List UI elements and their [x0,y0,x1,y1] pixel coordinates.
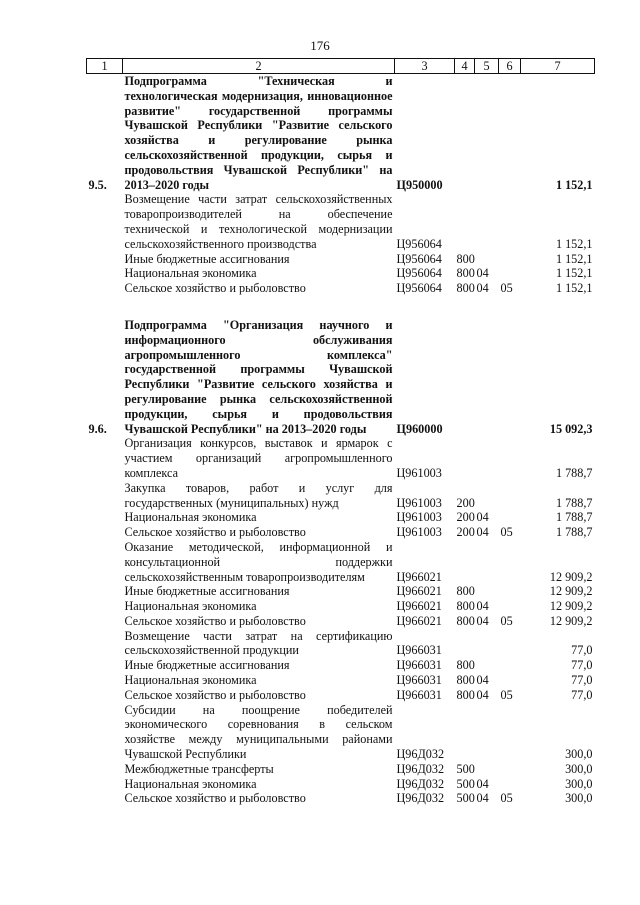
row-expense-type: 800 [456,673,475,688]
row-subsection: 05 [500,687,513,702]
row-name: Подпрограмма "Техническая и технологическая модернизация, инновационное развитие" государственной программы Чувашской Республики "Развитие сельского хозяйства и регулирование рынка сельскохозяйственной продукции, сырья и продовольствия Чувашской Республики" на 2013–2020 годы [124,74,393,192]
row-amount: 77,0 [571,643,593,658]
row-subsection [499,266,521,281]
row-number [87,510,123,525]
row-number [87,629,123,659]
row-subsection [499,436,521,480]
row-number [87,436,123,480]
row-amount: 300,0 [565,747,593,762]
row-subsection: 05 [500,281,513,296]
row-subsection: 05 [500,791,513,806]
row-amount: 12 909,2 [549,569,593,584]
row-code: Ц966021 [396,599,442,614]
row-section: 04 [476,687,489,702]
row-number: 9.6. [88,421,107,436]
row-code: Ц96Д032 [396,747,445,762]
row-number [87,584,123,599]
row-amount: 300,0 [565,791,593,806]
row-section: 04 [476,599,489,614]
header-cell-1: 1 [87,59,123,74]
row-section [475,540,499,584]
row-amount: 12 909,2 [549,599,593,614]
row-expense-type [455,192,475,251]
row-amount: 1 788,7 [555,465,593,480]
row-code: Ц96Д032 [396,761,445,776]
row-expense-type: 200 [456,495,475,510]
table-row [87,481,595,511]
row-section: 04 [476,281,489,296]
row-name: Сельское хозяйство и рыболовство [124,687,306,702]
row-expense-type [455,436,475,480]
row-subsection [499,481,521,511]
header-cell-7: 7 [521,59,595,74]
row-section: 04 [476,266,489,281]
row-expense-type: 500 [456,761,475,776]
row-number [87,281,123,296]
table-row [87,777,595,792]
header-row [87,59,595,74]
row-expense-type: 200 [456,525,475,540]
row-number [87,540,123,584]
table-row [87,252,595,267]
row-subsection [499,629,521,659]
row-number [87,777,123,792]
row-section: 04 [476,673,489,688]
row-amount: 300,0 [565,776,593,791]
row-subsection [499,673,521,688]
row-name: Сельское хозяйство и рыболовство [124,613,306,628]
row-code: Ц966021 [396,569,442,584]
row-section [475,436,499,480]
header-cell-6: 6 [499,59,521,74]
row-name: Закупка товаров, работ и услуг для государственных (муниципальных) нужд [124,480,393,510]
row-number [87,599,123,614]
row-number [87,266,123,281]
budget-table [86,58,595,806]
header-cell-4: 4 [455,59,475,74]
row-expense-type [455,540,475,584]
row-expense-type: 800 [456,687,475,702]
row-subsection: 05 [500,613,513,628]
row-code: Ц966031 [396,687,442,702]
row-code: Ц961003 [396,510,442,525]
row-amount: 15 092,3 [549,421,593,436]
row-number [87,252,123,267]
row-name: Подпрограмма "Организация научного и информационного обслуживания агропромышленного комплекса" государственной программы Чувашской Республики "Развитие сельского хозяйства и регулирование рынка сельскохозяйственной продукции, сырья и продовольствия Чувашской Республики" на 2013–2020 годы [124,317,393,436]
table-row [87,540,595,584]
row-expense-type: 800 [456,658,475,673]
row-number [87,614,123,629]
row-section [475,318,499,436]
row-code: Ц966021 [396,584,442,599]
row-subsection [499,540,521,584]
page-number: 176 [310,38,330,53]
row-number [87,481,123,511]
table-row [87,629,595,659]
row-amount: 1 788,7 [555,495,593,510]
row-expense-type: 800 [456,599,475,614]
row-code: Ц966031 [396,658,442,673]
row-number: 9.5. [88,177,107,192]
row-subsection [499,599,521,614]
table-row [87,703,595,762]
row-code: Ц956064 [396,251,442,266]
row-expense-type: 800 [456,266,475,281]
row-expense-type [455,629,475,659]
table-body [87,74,595,807]
row-name: Национальная экономика [124,673,257,688]
table-row [87,192,595,251]
row-name: Возмещение части затрат сельскохозяйственных товаропроизводителей на обеспечение технической и технологической модернизации сельскохозяйственного производства [124,192,393,251]
row-code: Ц956064 [396,236,442,251]
row-subsection [499,192,521,251]
row-section [475,481,499,511]
row-subsection [499,510,521,525]
row-expense-type: 800 [456,613,475,628]
row-code: Ц96Д032 [396,776,445,791]
row-code: Ц956064 [396,281,442,296]
row-subsection [499,777,521,792]
row-name: Межбюджетные трансферты [124,761,274,776]
row-name: Сельское хозяйство и рыболовство [124,281,306,296]
row-expense-type [455,703,475,762]
table-row [87,436,595,480]
row-name: Национальная экономика [124,599,257,614]
table-row [87,614,595,629]
row-section [475,74,499,193]
row-expense-type: 800 [456,281,475,296]
row-subsection [499,584,521,599]
row-amount: 1 152,1 [555,281,593,296]
row-expense-type: 500 [456,776,475,791]
table-row [87,688,595,703]
table-row [87,599,595,614]
row-number [87,673,123,688]
header-cell-2: 2 [123,59,395,74]
row-section [475,703,499,762]
row-amount: 1 788,7 [555,510,593,525]
subprogram-row [87,74,595,193]
subprogram-row [87,318,595,436]
row-expense-type: 800 [456,584,475,599]
row-subsection [499,252,521,267]
row-subsection: 05 [500,525,513,540]
row-expense-type [455,318,475,436]
row-name: Национальная экономика [124,776,257,791]
row-code: Ц966031 [396,673,442,688]
table-row [87,266,595,281]
row-subsection [499,658,521,673]
row-section: 04 [476,525,489,540]
row-name: Оказание методической, информационной и консультационной поддержки сельскохозяйственным товаропроизводителям [124,539,393,584]
row-amount: 1 788,7 [555,525,593,540]
row-expense-type: 800 [456,251,475,266]
row-code: Ц956064 [396,266,442,281]
row-expense-type [455,74,475,193]
row-amount: 12 909,2 [549,613,593,628]
row-number [87,791,123,806]
row-name: Национальная экономика [124,266,257,281]
header-cell-5: 5 [475,59,499,74]
row-number [87,703,123,762]
table-row [87,791,595,806]
table-row [87,584,595,599]
row-code: Ц966021 [396,613,442,628]
row-section [475,658,499,673]
row-code: Ц961003 [396,525,442,540]
row-name: Иные бюджетные ассигнования [124,584,290,599]
row-subsection [499,74,521,193]
row-subsection [499,762,521,777]
row-subsection [499,318,521,436]
row-amount: 1 152,1 [555,177,593,192]
row-name: Организация конкурсов, выставок и ярмарок с участием организаций агропромышленного комплекса [124,436,393,480]
row-subsection [499,703,521,762]
row-number [87,688,123,703]
row-amount: 1 152,1 [555,251,593,266]
row-amount: 12 909,2 [549,584,593,599]
row-section: 04 [476,791,489,806]
row-section: 04 [476,613,489,628]
row-code: Ц96Д032 [396,791,445,806]
row-name: Иные бюджетные ассигнования [124,658,290,673]
row-name: Возмещение части затрат на сертификацию сельскохозяйственной продукции [124,628,393,658]
table-header [87,59,595,74]
row-section [475,629,499,659]
row-number [87,525,123,540]
row-amount: 77,0 [571,687,593,702]
row-code: Ц960000 [396,421,443,436]
table-row [87,525,595,540]
row-code: Ц950000 [396,177,443,192]
row-number [87,192,123,251]
table-row [87,673,595,688]
table-spacer-row [87,296,595,318]
row-section [475,762,499,777]
spacer-cell [87,296,595,318]
row-code: Ц961003 [396,465,442,480]
row-name: Национальная экономика [124,510,257,525]
row-expense-type: 200 [456,510,475,525]
row-amount: 77,0 [571,673,593,688]
row-name: Субсидии на поощрение победителей экономического соревнования в сельском хозяйстве между муниципальными районами Чувашской Республики [124,702,393,762]
table-row [87,510,595,525]
row-code: Ц966031 [396,643,442,658]
row-amount: 1 152,1 [555,266,593,281]
row-name: Иные бюджетные ассигнования [124,251,290,266]
row-amount: 300,0 [565,761,593,776]
row-name: Сельское хозяйство и рыболовство [124,525,306,540]
row-amount: 1 152,1 [555,236,593,251]
row-section [475,252,499,267]
row-code: Ц961003 [396,495,442,510]
row-section: 04 [476,510,489,525]
row-number [87,762,123,777]
table-row [87,762,595,777]
table-row [87,658,595,673]
row-name: Сельское хозяйство и рыболовство [124,791,306,806]
row-section: 04 [476,776,489,791]
header-cell-3: 3 [395,59,455,74]
row-section [475,584,499,599]
row-number [87,658,123,673]
table-row [87,281,595,296]
row-expense-type: 500 [456,791,475,806]
row-amount: 77,0 [571,658,593,673]
row-section [475,192,499,251]
